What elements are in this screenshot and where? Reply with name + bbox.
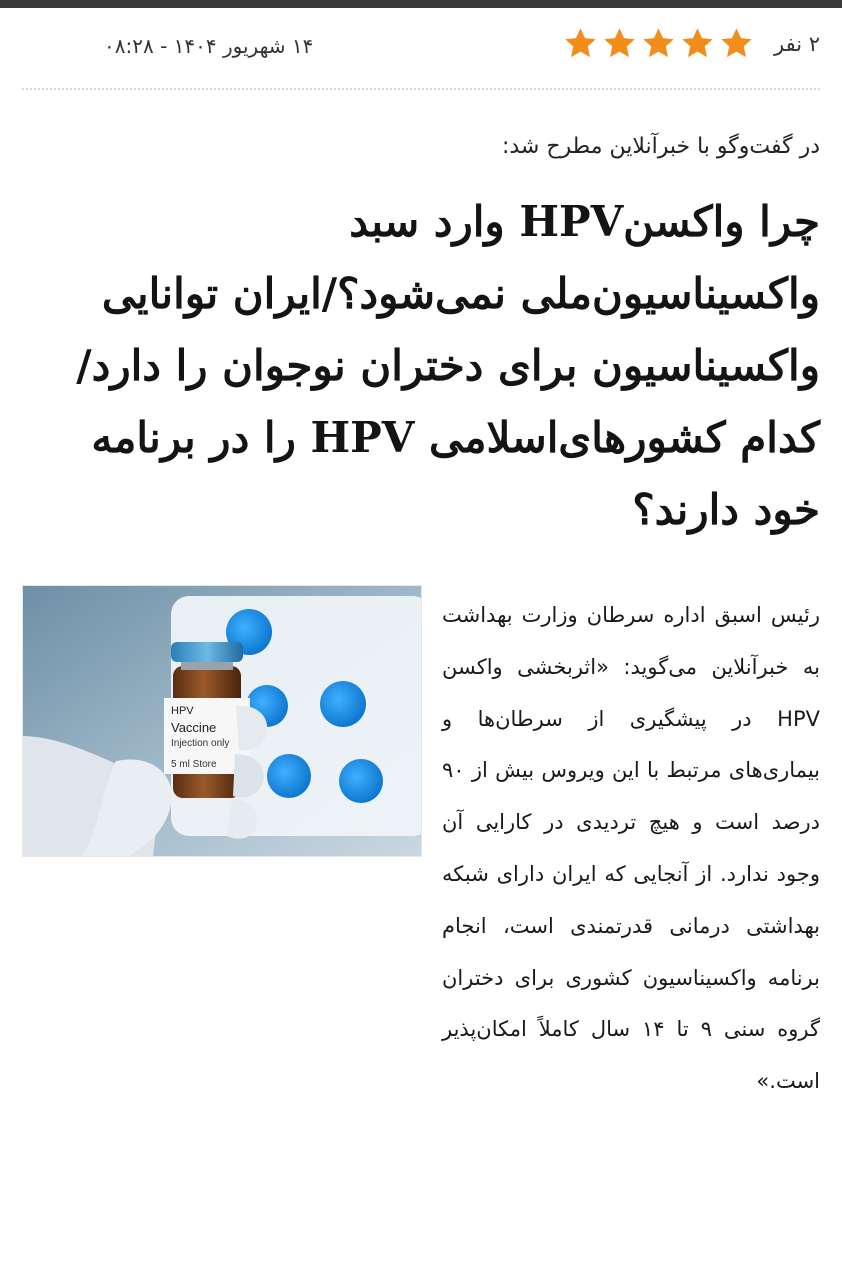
divider	[22, 88, 820, 90]
star-icon[interactable]	[719, 26, 754, 61]
article-photo	[22, 585, 422, 857]
star-icon[interactable]	[680, 26, 715, 61]
vial-label-line: Injection only	[171, 738, 230, 749]
publish-date: ۱۴ شهریور ۱۴۰۴ - ۰۸:۲۸	[104, 34, 314, 58]
vial-label-line: Vaccine	[171, 720, 217, 735]
star-icon[interactable]	[563, 26, 598, 61]
top-bar	[0, 0, 842, 8]
rating[interactable]	[563, 26, 820, 61]
article-body: رئیس اسبق اداره سرطان وزارت بهداشت به خبرآنلاین می‌گوید: «اثربخشی واکسن HPV در پیشگیری از سرطان‌ها و بیماری‌های مرتبط با این ویروس بیش از ۹۰ درصد است و هیچ تردیدی در کارایی آن وجود ندارد. از آنجایی که ایران دارای شبکه بهداشتی درمانی قدرتمندی است، انجام برنامه واکسیناسیون کشوری برای دختران گروه سنی ۹ تا ۱۴ سال کاملاً امکان‌پذیر است.»	[442, 603, 821, 1094]
article-headline: چرا واکسنHPV وارد سبد واکسیناسیون‌ملی نمی‌شود؟/ایران توانایی واکسیناسیون برای دختران نوجوان را دارد/ کدام کشورهای‌اسلامی HPV را در برنامه خود دارند؟	[76, 197, 820, 534]
article-lead: در گفت‌وگو با خبرآنلاین مطرح شد:	[501, 134, 820, 159]
star-icon[interactable]	[602, 26, 637, 61]
rating-stars[interactable]	[563, 26, 754, 61]
vial-label-line: 5 ml Store	[171, 759, 217, 770]
rating-count: ۲ نفر	[773, 31, 820, 56]
star-icon[interactable]	[641, 26, 676, 61]
hpv-vaccine-photo	[22, 586, 421, 857]
article-meta	[22, 24, 820, 66]
vial-label-line: HPV	[171, 705, 194, 717]
